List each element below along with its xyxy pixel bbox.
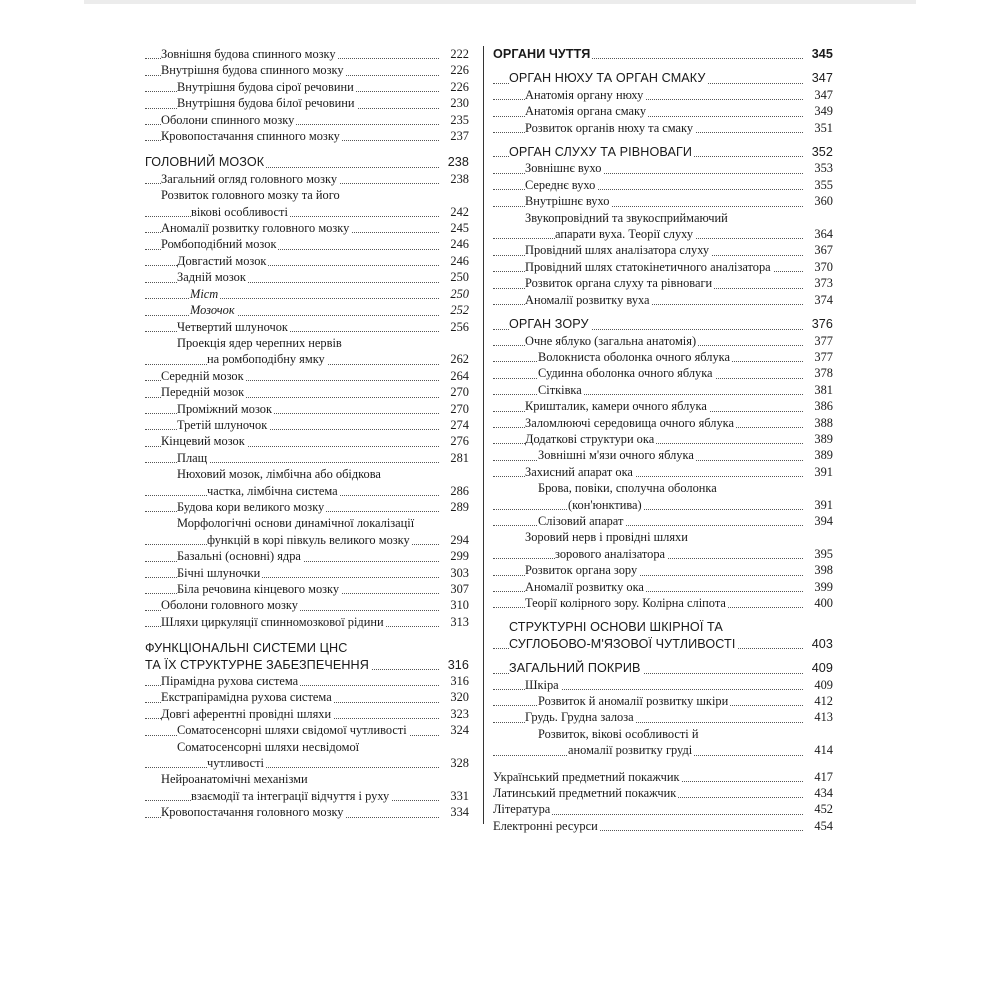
- toc-entry-title: Зовнішні м'язи очного яблука: [538, 448, 694, 463]
- toc-entry-title: Грудь. Грудна залоза: [525, 710, 634, 725]
- toc-entry[interactable]: [493, 415, 833, 431]
- toc-entry-title: Біла речовина кінцевого мозку: [177, 582, 340, 596]
- toc-entry-title: Заломлюючі середовища очного яблука: [525, 415, 734, 430]
- toc-section-heading[interactable]: [493, 144, 833, 160]
- toc-section-heading[interactable]: [145, 154, 469, 170]
- toc-page-number: 252: [450, 303, 469, 318]
- toc-entry-title: Слізовий апарат: [538, 513, 624, 528]
- dot-leader: [145, 216, 439, 217]
- toc-entry-title: ОРГАН НЮХУ ТА ОРГАН СМАКУ: [509, 71, 706, 86]
- toc-entry[interactable]: [493, 87, 833, 103]
- toc-entry[interactable]: [145, 548, 469, 564]
- toc-entry-title: Плащ: [177, 450, 208, 465]
- toc-entry-title: Анатомія органа смаку: [525, 104, 647, 119]
- toc-page-number: 389: [814, 431, 833, 446]
- toc-page-number: 400: [814, 596, 833, 610]
- toc-page-number: 289: [450, 499, 469, 514]
- toc-page-number: 364: [814, 227, 833, 242]
- toc-entry-title-continuation: на ромбоподібну ямку: [207, 352, 325, 367]
- toc-entry-title: Література: [493, 802, 551, 817]
- toc-entry-title: Розвиток органа зору: [525, 563, 638, 578]
- toc-entry[interactable]: [145, 319, 469, 335]
- toc-entry-title: Третій шлуночок: [177, 417, 268, 432]
- toc-entry-title: Внутрішня будова спинного мозку: [161, 63, 344, 78]
- toc-page-number: 334: [450, 805, 469, 820]
- toc-page-number: 230: [450, 96, 469, 111]
- toc-page-number: 377: [814, 333, 833, 348]
- toc-entry-title-continuation: ТА ЇХ СТРУКТУРНЕ ЗАБЕЗПЕЧЕННЯ: [145, 657, 369, 672]
- toc-entry-title: Латинський предметний покажчик: [493, 786, 677, 801]
- toc-page-number: 264: [450, 368, 469, 383]
- toc-entry-title: Електронні ресурси: [493, 818, 598, 833]
- toc-page-number: 374: [814, 292, 833, 307]
- toc-entry-title: Соматосенсорні шляхи свідомої чутливості: [177, 723, 407, 738]
- toc-entry[interactable]: [493, 120, 833, 136]
- toc-entry[interactable]: [493, 333, 833, 349]
- toc-entry-title: Будова кори великого мозку: [177, 499, 325, 514]
- toc-entry-title: ЗАГАЛЬНИЙ ПОКРИВ: [509, 661, 641, 676]
- toc-page-number: 373: [814, 276, 833, 291]
- toc-entry[interactable]: [493, 160, 833, 176]
- toc-entry-title: Бічні шлуночки: [177, 565, 261, 580]
- toc-entry-title: Розвиток й аномалії розвитку шкіри: [538, 694, 729, 709]
- toc-page-number: 398: [814, 563, 833, 578]
- toc-entry-title: Провідний шлях статокінетичного аналізатора: [525, 259, 771, 274]
- toc-entry[interactable]: [493, 292, 833, 308]
- toc-entry-title: Кришталик, камери очного яблука: [525, 399, 707, 414]
- toc-entry-title: Брова, повіки, сполучна оболонка: [538, 481, 717, 496]
- toc-entry-title: Внутрішня будова білої речовини: [177, 96, 355, 111]
- toc-entry-title: Розвиток головного мозку та його: [161, 188, 340, 203]
- toc-entry[interactable]: [493, 193, 833, 209]
- toc-page-number: 452: [814, 802, 833, 817]
- toc-section-heading[interactable]: [493, 660, 833, 676]
- toc-entry-title: Мозочок: [190, 303, 235, 318]
- toc-page-number: 262: [450, 352, 469, 367]
- toc-page-number: 349: [814, 104, 833, 119]
- toc-entry-title-continuation: (кон'юнктива): [568, 497, 642, 512]
- toc-entry-title: Міст: [190, 286, 219, 301]
- toc-entry[interactable]: [145, 62, 469, 78]
- toc-section-heading[interactable]: [493, 619, 833, 652]
- toc-entry-title: Провідний шлях аналізатора слуху: [525, 243, 710, 258]
- toc-entry[interactable]: [145, 253, 469, 269]
- toc-page-number: 376: [811, 317, 833, 332]
- toc-entry-title: Сітківка: [538, 382, 582, 397]
- toc-page-number: 313: [450, 614, 469, 629]
- toc-entry-title: Оболони спинного мозку: [161, 112, 295, 127]
- toc-page-number: 222: [450, 47, 469, 61]
- toc-entry[interactable]: [145, 46, 469, 62]
- toc-page-number: 409: [811, 661, 833, 676]
- toc-page-number: 351: [814, 120, 833, 135]
- toc-entry-title: Базальні (основні) ядра: [177, 549, 301, 564]
- toc-page-number: 237: [450, 129, 469, 144]
- toc-section-heading[interactable]: [493, 316, 833, 332]
- toc-page-number: 370: [814, 259, 833, 274]
- section-spacer: [145, 144, 469, 154]
- toc-entry[interactable]: [493, 769, 833, 785]
- toc-entry[interactable]: [145, 368, 469, 384]
- toc-page-number: 347: [811, 71, 833, 86]
- toc-page-number: 245: [450, 221, 469, 236]
- toc-entry[interactable]: [145, 79, 469, 95]
- section-spacer: [493, 759, 833, 769]
- toc-entry[interactable]: [145, 450, 469, 466]
- toc-entry-title: Екстрапірамідна рухова система: [161, 690, 332, 705]
- toc-entry-title-continuation: функцій в корі півкуль великого мозку: [207, 532, 410, 547]
- toc-entry-title: Довгастий мозок: [177, 253, 267, 268]
- toc-page-number: 412: [814, 694, 833, 709]
- toc-page-number: 414: [814, 743, 833, 758]
- toc-entry-title: Четвертий шлуночок: [177, 319, 288, 334]
- toc-page-number: 281: [450, 450, 469, 465]
- toc-entry[interactable]: [145, 466, 469, 499]
- section-spacer: [493, 652, 833, 660]
- section-spacer: [493, 308, 833, 316]
- toc-entry-title: Очне яблуко (загальна анатомія): [525, 333, 697, 348]
- toc-entry[interactable]: [145, 581, 469, 597]
- toc-page-number: 378: [814, 366, 833, 381]
- toc-entry[interactable]: [493, 259, 833, 275]
- toc-entry[interactable]: [493, 177, 833, 193]
- toc-page-number: 367: [814, 243, 833, 258]
- section-spacer: [493, 611, 833, 619]
- toc-entry-title: ГОЛОВНИЙ МОЗОК: [145, 155, 265, 170]
- toc-entry-title: ФУНКЦІОНАЛЬНІ СИСТЕМИ ЦНС: [145, 641, 348, 656]
- column-divider: [483, 46, 484, 824]
- toc-page-number: 307: [450, 582, 469, 596]
- toc-entry[interactable]: [145, 804, 469, 820]
- toc-entry-title: Проміжний мозок: [177, 401, 273, 416]
- toc-entry-title: Теорії колірного зору. Колірна сліпота: [525, 596, 726, 610]
- toc-entry-title: Нюховий мозок, лімбічна або обідкова: [177, 467, 381, 482]
- toc-entry-title-continuation: апарати вуха. Теорії слуху: [555, 227, 694, 242]
- dot-leader: [145, 767, 439, 768]
- toc-entry-title: Внутрішня будова сірої речовини: [177, 79, 354, 94]
- toc-page-number: 355: [814, 177, 833, 192]
- toc-section-heading[interactable]: [493, 70, 833, 86]
- toc-section-heading[interactable]: [145, 640, 469, 673]
- toc-entry[interactable]: [145, 335, 469, 368]
- toc-entry-title: Шляхи циркуляції спинномозкової рідини: [161, 614, 384, 629]
- toc-page-number: 345: [811, 47, 833, 61]
- toc-page-number: 270: [450, 385, 469, 400]
- toc-entry[interactable]: [145, 112, 469, 128]
- toc-entry-title: Кровопостачання головного мозку: [161, 805, 344, 820]
- toc-entry-title: Середнє вухо: [525, 177, 596, 192]
- toc-page-number: 320: [450, 690, 469, 705]
- toc-entry-title-continuation: частка, лімбічна система: [207, 483, 338, 498]
- toc-entry-title: Розвиток органів нюху та смаку: [525, 120, 694, 135]
- toc-entry-title-continuation: чутливості: [207, 756, 264, 771]
- toc-entry-title: Оболони головного мозку: [161, 598, 298, 613]
- toc-page-number: 386: [814, 399, 833, 414]
- toc-entry[interactable]: [493, 210, 833, 243]
- toc-entry-title: Судинна оболонка очного яблука: [538, 366, 713, 381]
- toc-entry-title: Внутрішнє вухо: [525, 194, 610, 209]
- toc-page-number: 395: [814, 546, 833, 561]
- toc-entry[interactable]: [145, 171, 469, 187]
- toc-page-number: 377: [814, 349, 833, 364]
- toc-entry[interactable]: [145, 220, 469, 236]
- toc-page-number: 389: [814, 448, 833, 463]
- toc-page-number: 381: [814, 382, 833, 397]
- toc-entry-title-continuation: вікові особливості: [191, 204, 288, 219]
- dot-leader: [493, 509, 803, 510]
- toc-page-number: 242: [450, 204, 469, 219]
- toc-entry[interactable]: [145, 433, 469, 449]
- toc-entry[interactable]: [145, 722, 469, 738]
- toc-left-column: [145, 46, 469, 821]
- toc-page-number: 347: [814, 87, 833, 102]
- toc-entry-title: ОРГАНИ ЧУТТЯ: [493, 47, 591, 61]
- toc-entry[interactable]: [493, 726, 833, 759]
- toc-page-number: 238: [450, 171, 469, 186]
- toc-page-number: 250: [450, 286, 469, 301]
- toc-page-number: 235: [450, 112, 469, 127]
- toc-page-number: 226: [450, 63, 469, 78]
- toc-section-heading[interactable]: [493, 46, 833, 62]
- toc-entry-title: ОРГАН СЛУХУ ТА РІВНОВАГИ: [509, 145, 693, 160]
- toc-page-number: 331: [450, 788, 469, 803]
- toc-entry-title: ОРГАН ЗОРУ: [509, 317, 589, 332]
- toc-entry[interactable]: [145, 515, 469, 548]
- toc-page-number: 250: [450, 270, 469, 285]
- toc-entry-title: Передній мозок: [161, 385, 245, 400]
- toc-entry[interactable]: [145, 302, 469, 318]
- toc-entry-title: Аномалії розвитку ока: [525, 579, 644, 594]
- toc-entry-title: Розвиток, вікові особливості й: [538, 726, 699, 741]
- toc-page-number: 417: [814, 769, 833, 784]
- section-spacer: [493, 62, 833, 70]
- toc-entry-title: Захисний апарат ока: [525, 464, 633, 479]
- toc-entry[interactable]: [493, 529, 833, 562]
- toc-entry[interactable]: [145, 689, 469, 705]
- toc-entry[interactable]: [493, 579, 833, 595]
- toc-entry-title: Задній мозок: [177, 270, 246, 285]
- toc-entry[interactable]: [493, 349, 833, 365]
- toc-entry[interactable]: [493, 677, 833, 693]
- toc-entry[interactable]: [145, 95, 469, 111]
- section-spacer: [493, 136, 833, 144]
- toc-entry-title: Анатомія органу нюху: [525, 87, 644, 102]
- toc-entry[interactable]: [493, 785, 833, 801]
- toc-page-number: 286: [450, 483, 469, 498]
- toc-entry[interactable]: [493, 103, 833, 119]
- toc-entry[interactable]: [145, 269, 469, 285]
- toc-page-number: 454: [814, 818, 833, 833]
- toc-entry[interactable]: [145, 187, 469, 220]
- toc-entry-title: Зовнішня будова спинного мозку: [161, 47, 336, 61]
- toc-entry-title-continuation: взаємодії та інтеграції відчуття і руху: [191, 788, 390, 803]
- toc-entry-title: Аномалії розвитку вуха: [525, 292, 650, 307]
- toc-entry[interactable]: [493, 818, 833, 834]
- toc-entry-title: Шкіра: [525, 677, 559, 692]
- toc-page-number: 246: [450, 237, 469, 252]
- toc-page-number: 310: [450, 598, 469, 613]
- toc-entry-title: Нейроанатомічні механізми: [161, 772, 308, 787]
- toc-entry[interactable]: [493, 709, 833, 725]
- toc-entry-title: Волокниста оболонка очного яблука: [538, 349, 730, 364]
- toc-page-number: 388: [814, 415, 833, 430]
- toc-page-number: 413: [814, 710, 833, 725]
- toc-entry-title: Аномалії розвитку головного мозку: [161, 221, 350, 236]
- toc-entry-title: Розвиток органа слуху та рівноваги: [525, 276, 713, 291]
- toc-page-number: 328: [450, 756, 469, 771]
- toc-entry-title-continuation: СУГЛОБОВО-М'ЯЗОВОЇ ЧУТЛИВОСТІ: [509, 636, 736, 651]
- toc-page-number: 303: [450, 565, 469, 580]
- toc-entry[interactable]: [493, 382, 833, 398]
- toc-page-number: 256: [450, 319, 469, 334]
- toc-page-number: 352: [811, 145, 833, 160]
- toc-entry-title: Середній мозок: [161, 368, 244, 383]
- toc-entry-title: Український предметний покажчик: [493, 769, 680, 784]
- toc-entry[interactable]: [145, 499, 469, 515]
- toc-page-number: 238: [447, 155, 469, 170]
- toc-entry-title: Зоровий нерв і провідні шляхи: [525, 530, 688, 545]
- toc-entry[interactable]: [493, 242, 833, 258]
- top-border: [84, 0, 916, 4]
- section-spacer: [145, 630, 469, 640]
- toc-page-number: 270: [450, 401, 469, 416]
- toc-page-number: 323: [450, 706, 469, 721]
- toc-page-number: 391: [814, 464, 833, 479]
- toc-page-number: 360: [814, 194, 833, 209]
- toc-page-number: 276: [450, 434, 469, 449]
- toc-page-number: 394: [814, 513, 833, 528]
- toc-entry-title-continuation: зорового аналізатора: [555, 546, 666, 561]
- toc-entry[interactable]: [493, 431, 833, 447]
- toc-page-number: 274: [450, 417, 469, 432]
- toc-entry[interactable]: [145, 401, 469, 417]
- toc-entry[interactable]: [493, 513, 833, 529]
- toc-page-number: 391: [814, 497, 833, 512]
- toc-page-number: 409: [814, 677, 833, 692]
- toc-entry-title-continuation: аномалії розвитку груді: [568, 743, 693, 758]
- toc-entry-title: Довгі аферентні провідні шляхи: [161, 706, 332, 721]
- toc-entry[interactable]: [145, 739, 469, 772]
- toc-entry-title: Кінцевий мозок: [161, 434, 245, 449]
- toc-entry-title: СТРУКТУРНІ ОСНОВИ ШКІРНОЇ ТА: [509, 620, 723, 635]
- toc-entry[interactable]: [493, 595, 833, 611]
- toc-page-number: 353: [814, 161, 833, 176]
- toc-page-number: 226: [450, 79, 469, 94]
- toc-entry[interactable]: [493, 365, 833, 381]
- toc-entry[interactable]: [145, 706, 469, 722]
- toc-entry[interactable]: [145, 384, 469, 400]
- toc-entry-title: Соматосенсорні шляхи несвідомої: [177, 739, 360, 754]
- toc-entry[interactable]: [145, 236, 469, 252]
- toc-page-number: 324: [450, 723, 469, 738]
- toc-entry-title: Морфологічні основи динамічної локалізації: [177, 516, 415, 531]
- toc-entry[interactable]: [493, 447, 833, 463]
- toc-entry[interactable]: [145, 614, 469, 630]
- toc-entry[interactable]: [493, 464, 833, 480]
- toc-entry-title: Проекція ядер черепних нервів: [177, 335, 342, 350]
- toc-entry[interactable]: [493, 693, 833, 709]
- toc-entry[interactable]: [145, 286, 469, 302]
- toc-entry-title: Додаткові структури ока: [525, 431, 655, 446]
- toc-entry[interactable]: [493, 398, 833, 414]
- toc-entry[interactable]: [493, 275, 833, 291]
- toc-entry-title: Зовнішнє вухо: [525, 161, 602, 176]
- toc-page-number: 246: [450, 253, 469, 268]
- toc-entry-title: Загальний огляд головного мозку: [161, 171, 338, 186]
- toc-entry-title: Кровопостачання спинного мозку: [161, 129, 340, 144]
- toc-entry-title: Звукопровідний та звукосприймаючий: [525, 210, 728, 225]
- toc-entry[interactable]: [145, 673, 469, 689]
- toc-entry[interactable]: [493, 562, 833, 578]
- toc-entry[interactable]: [493, 480, 833, 513]
- toc-page-number: 434: [814, 786, 833, 801]
- toc-right-column: [493, 46, 833, 834]
- toc-page-number: 403: [811, 636, 833, 651]
- toc-page-number: 316: [450, 674, 469, 689]
- toc-page-number: 399: [814, 579, 833, 594]
- toc-entry[interactable]: [145, 417, 469, 433]
- toc-page-number: 316: [447, 657, 469, 672]
- toc-entry-title: Ромбоподібний мозок: [161, 237, 277, 252]
- toc-page-number: 299: [450, 549, 469, 564]
- toc-entry-title: Пірамідна рухова система: [161, 674, 299, 689]
- toc-page-number: 294: [450, 532, 469, 547]
- toc-entry[interactable]: [145, 128, 469, 144]
- toc-entry[interactable]: [145, 565, 469, 581]
- toc-entry[interactable]: [145, 771, 469, 804]
- toc-entry[interactable]: [145, 597, 469, 613]
- toc-entry[interactable]: [493, 801, 833, 817]
